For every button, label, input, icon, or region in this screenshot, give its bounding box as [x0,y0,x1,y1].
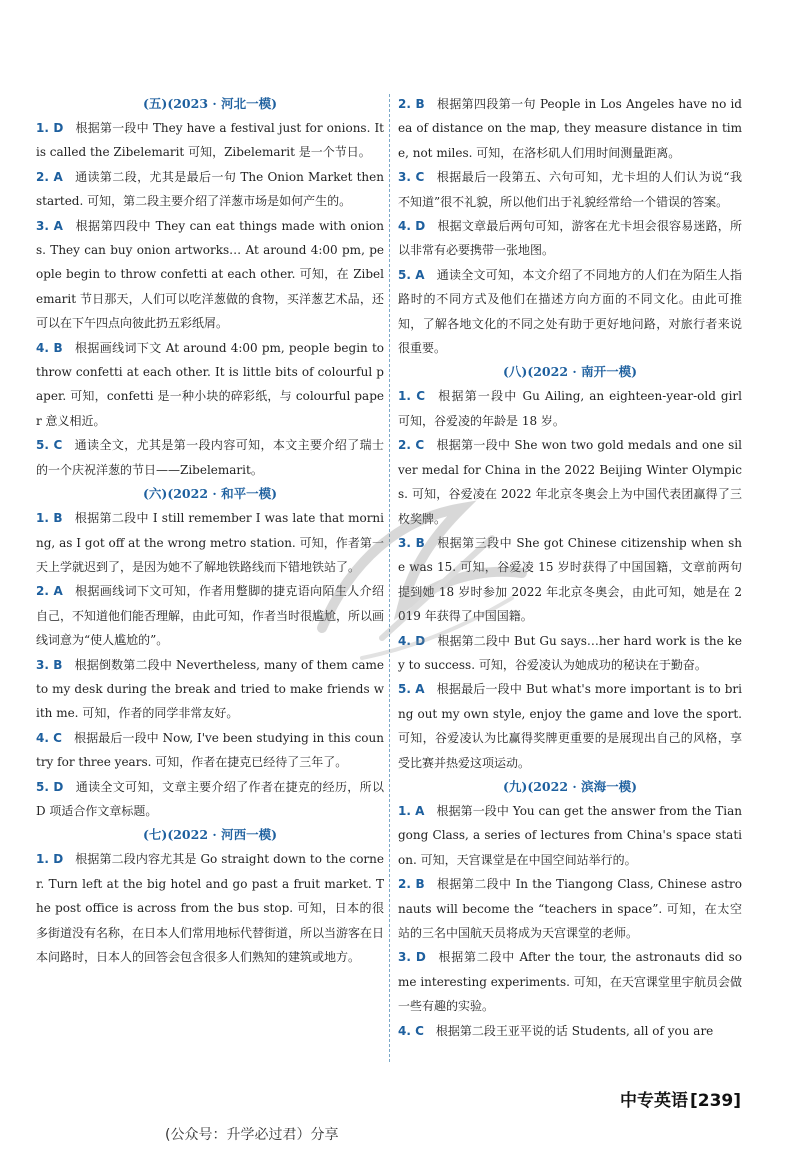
answer-number: 4. C [398,1023,424,1038]
answer-explanation: 通读全文，尤其是第一段内容可知，本文主要介绍了瑞士的一个庆祝洋葱的节日——Zibelemarit。 [36,438,384,477]
answer-explanation: 根据第二段中 I still remember I was late that morning, as I got off at the wrong metro station. 可知，作者第一天上学就迟到了，是因为她不了解地铁路线而下错地铁站了。 [36,511,384,574]
answer-explanation: 根据最后一段中 Now, I've been studying in this country for three years. 可知，作者在捷克已经待了三年了。 [36,730,384,770]
answer-item [398,384,742,433]
answer-item [36,847,384,969]
answer-item [398,629,742,678]
answer-number: 3. C [398,170,425,185]
answer-number: 4. D [398,219,426,234]
answer-number: 2. C [398,438,425,453]
answer-explanation: 根据第一段中 You can get the answer from the Tiangong Class, a series of lectures from China's space station. 可知，天宫课堂是在中国空间站举行的。 [398,803,742,867]
answer-explanation: 根据最后一段中 But what's more important is to bring out my own style, enjoy the game and love the sport. 可知，谷爱凌认为比赢得奖牌更重要的是展现出自己的风格，享受比赛并热爱这项运动。 [398,682,742,770]
answer-item [398,677,742,775]
answer-number: 1. B [36,511,63,526]
answer-item [398,263,742,361]
section-heading: (五)(2023 · 河北一模) [142,96,277,111]
answer-number: 1. A [398,803,425,818]
answer-item [398,945,742,1018]
answer-explanation: 根据第二段内容尤其是 Go straight down to the corner. Turn left at the big hotel and go past a fruit market. The post office is across from the bus stop. 可知，日本的很多街道没有名称，在日本人们常用地标代替街道，所以当游客在日本问路时，日本人的回答会包含很多人们熟知的建筑或地方。 [36,852,385,964]
answer-item [398,1019,742,1043]
section-heading: (九)(2022 · 滨海一模) [502,778,637,794]
answer-number: 2. A [36,584,63,599]
answer-explanation: 根据第二段中 But Gu says…her hard work is the key to success. 可知，谷爱凌认为她成功的秘诀在于勤奋。 [398,633,743,672]
answer-explanation: 根据第四段第一句 People in Los Angeles have no idea of distance on the map, they measure distance in time, not miles. 可知，在洛杉矶人们用时间测量距离。 [398,97,742,160]
answer-item [398,531,742,629]
answer-item [36,653,384,726]
answer-explanation: 根据最后一段第五、六句可知，尤卡坦的人们认为说“我不知道”很不礼貌，所以他们出于礼貌经常给一个错误的答案。 [398,170,742,209]
page-number: [239] [690,1091,742,1111]
left-column [36,92,384,969]
answer-item [36,433,384,482]
answer-explanation: 根据第三段中 She got Chinese citizenship when she was 15. 可知，谷爱凌 15 岁时获得了中国国籍，文章前两句提到她 18 岁时参加 2022 年北京冬奥会，由此可知，她是在 2019 年获得了中国国籍。 [398,535,742,624]
section-heading: (六)(2022 · 和平一模) [142,486,277,502]
answer-explanation: 根据画线词下文可知，作者用蹩脚的捷克语向陌生人介绍自己，不知道他们能否理解，由此可知，作者当时很尴尬，所以画线词意为“使人尴尬的”。 [36,584,385,648]
answer-item [36,214,384,336]
answer-number: 3. A [36,218,63,233]
answer-explanation: 通读第二段，尤其是最后一句 The Onion Market then started. 可知，第二段主要介绍了洋葱市场是如何产生的。 [36,169,384,209]
answer-item [36,726,384,775]
answer-explanation: 根据第二段中 After the tour, the astronauts did some interesting experiments. 可知，在天宫课堂里宇航员会做一些有趣的实验。 [398,950,743,1014]
answer-explanation: 根据第二段中 In the Tiangong Class, Chinese astronauts will become the “teachers in space”. 可知，在太空站的三名中国航天员将成为天宫课堂的老师。 [398,877,742,940]
answer-number: 4. D [398,633,426,648]
right-column [398,92,742,1043]
answer-item [36,336,384,434]
answer-number: 5. A [398,682,425,697]
answer-explanation: 根据倒数第二段中 Nevertheless, many of them came to my desk during the break and tried to make friends with me. 可知，作者的同学非常友好。 [36,657,385,721]
column-divider [389,94,390,1062]
answer-item [398,433,742,531]
answer-explanation: 根据第一段中 Gu Ailing, an eighteen-year-old girl 可知，谷爱凌的年龄是 18 岁。 [398,389,742,428]
answer-number: 2. A [36,169,63,184]
book-title: 中专英语 [620,1091,688,1111]
answer-explanation: 根据第四段中 They can eat things made with onions. They can buy onion artworks… At around 4:00 pm, people begin to throw confetti at each other. 可知，在 Zibelemarit 节日那天，人们可以吃洋葱做的食物，买洋葱艺术品，还可以在下午四点向彼此扔五彩纸屑。 [36,218,385,331]
answer-explanation: 根据画线词下文 At around 4:00 pm, people begin to throw confetti at each other. It is little bits of colourful paper. 可知，confetti 是一种小块的碎彩纸，与 colourful paper 意义相近。 [36,340,384,428]
section-heading: (八)(2022 · 南开一模) [502,364,637,380]
answer-item [36,506,384,579]
answer-number: 5. A [398,267,425,282]
answer-number: 3. B [398,535,425,550]
answer-explanation: 根据第一段中 They have a festival just for onions. It is called the Zibelemarit 可知，Zibelemarit 是一个节日。 [36,121,385,160]
answer-number: 5. D [36,779,64,794]
answer-item [398,799,742,872]
answer-number: 3. B [36,657,63,672]
answer-explanation: 通读全文可知，文章主要介绍了作者在捷克的经历，所以 D 项适合作文章标题。 [36,779,384,818]
answer-number: 1. D [36,121,64,135]
answer-number: 3. D [398,950,426,965]
answer-item [398,872,742,945]
answer-explanation: 根据第二段王亚平说的话 Students, all of you are [435,1023,714,1038]
answer-explanation: 根据文章最后两句可知，游客在尤卡坦会很容易迷路，所以非常有必要携带一张地图。 [398,219,742,258]
answer-number: 2. B [398,97,425,111]
answer-number: 1. D [36,852,64,867]
answer-number: 5. C [36,438,63,453]
book-title-footer [620,1086,741,1111]
answer-item [36,116,384,165]
answer-item [398,214,742,263]
answer-item [36,579,384,652]
answer-number: 2. B [398,877,425,892]
answer-number: 1. C [398,389,426,404]
answer-number: 4. B [36,340,63,355]
answer-explanation: 通读全文可知，本文介绍了不同地方的人们在为陌生人指路时的不同方式及他们在描述方向方面的不同文化。由此可推知，了解各地文化的不同之处有助于更好地问路，对旅行者来说很重要。 [398,267,742,356]
answer-item [36,775,384,824]
section-heading: (七)(2022 · 河西一模) [142,827,277,843]
answer-item [398,92,742,165]
answer-explanation: 根据第一段中 She won two gold medals and one silver medal for China in the 2022 Beijing Winter Olympics. 可知，谷爱凌在 2022 年北京冬奥会上为中国代表团赢得了三枚奖牌。 [398,438,742,526]
answer-item [398,165,742,214]
share-watermark: (公众号：升学必过君）分享 [165,1127,339,1143]
answer-number: 4. C [36,730,62,745]
answer-item [36,165,384,214]
